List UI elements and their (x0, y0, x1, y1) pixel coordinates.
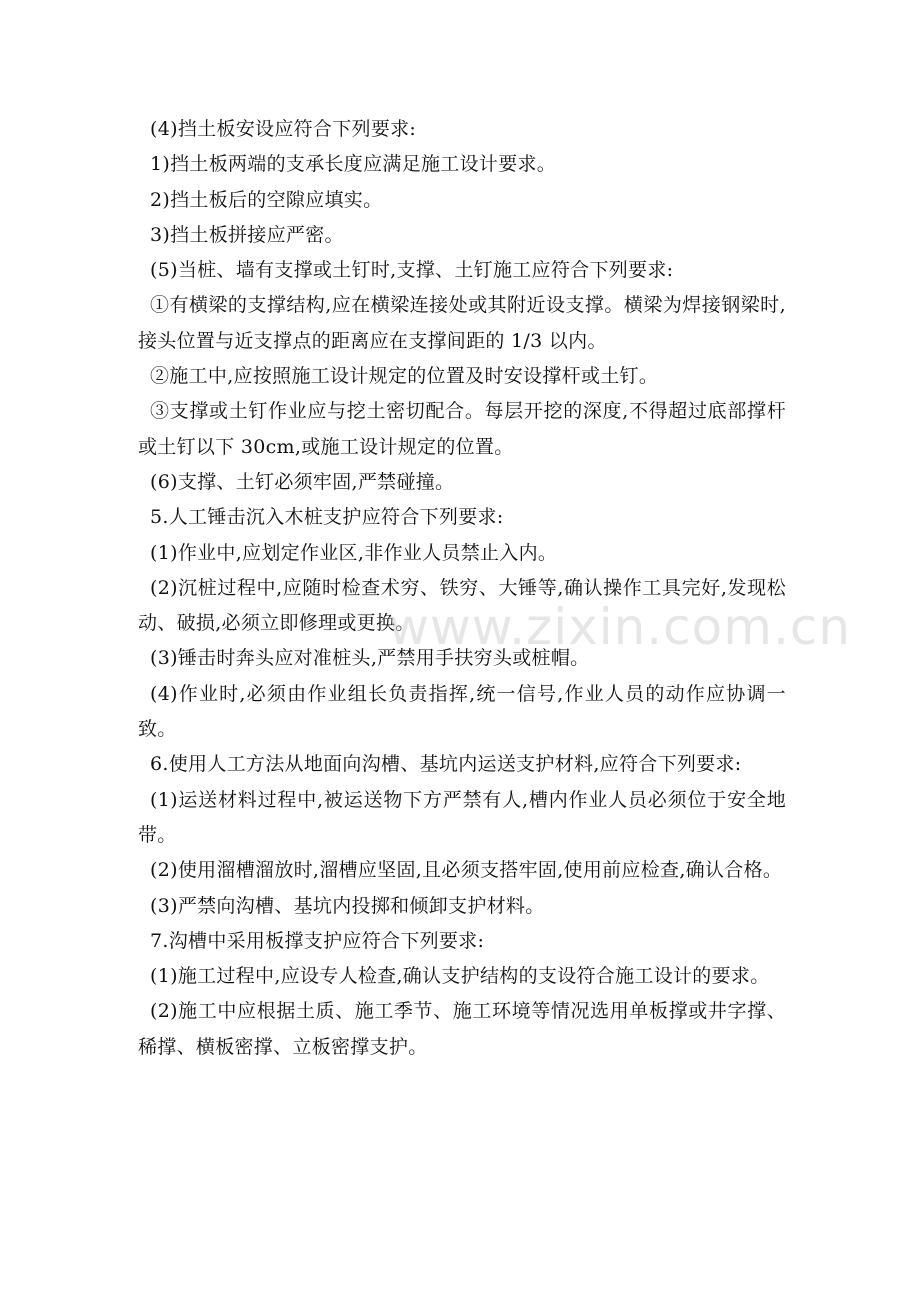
section-5-item-2: (2)沉桩过程中,应随时检查术穷、铁穷、大锤等,确认操作工具完好,发现松动、破损,必须立即修理或更换。 (138, 576, 786, 635)
paragraph-circled-2: ②施工中,应按照施工设计规定的位置及时安设撑杆或土钉。 (150, 365, 659, 388)
section-6-item-2: (2)使用溜槽溜放时,溜槽应坚固,且必须支搭牢固,使用前应检查,确认合格。 (150, 859, 783, 882)
paragraph-1-support-length: 1)挡土板两端的支承长度应满足施工设计要求。 (150, 153, 557, 176)
section-6-item-1: (1)运送材料过程中,被运送物下方严禁有人,槽内作业人员必须位于安全地带。 (138, 788, 786, 846)
section-7-item-2: (2)施工中应根据土质、施工季节、施工环境等情况选用单板撑或井字撑、稀撑、横板密撑、立板密撑支护。 (138, 1000, 786, 1058)
section-5-item-1: (1)作业中,应划定作业区,非作业人员禁止入内。 (150, 541, 558, 564)
section-7-item-1: (1)施工过程中,应设专人检查,确认支护结构的支设符合施工设计的要求。 (150, 965, 770, 988)
section-6-heading: 6.使用人工方法从地面向沟槽、基坑内运送支护材料,应符合下列要求: (150, 753, 742, 776)
document-body (138, 112, 786, 1065)
paragraph-6-firm-brace: (6)支撑、土钉必须牢固,严禁碰撞。 (150, 470, 455, 493)
paragraph-2-gap-fill: 2)挡土板后的空隙应填实。 (150, 188, 383, 211)
section-5-item-4: (4)作业时,必须由作业组长负责指挥,统一信号,作业人员的动作应协调一致。 (138, 682, 786, 741)
paragraph-5-brace-nail: (5)当桩、墙有支撑或土钉时,支撑、土钉施工应符合下列要求: (150, 259, 674, 282)
section-5-item-3: (3)锤击时奔头应对准桩头,严禁用手扶穷头或桩帽。 (150, 647, 590, 670)
paragraph-4-retaining-board: (4)挡土板安设应符合下列要求: (150, 118, 417, 140)
paragraph-3-tight-joint: 3)挡土板拼接应严密。 (150, 223, 344, 246)
section-6-item-3: (3)严禁向沟槽、基坑内投掷和倾卸支护材料。 (150, 894, 545, 917)
section-5-heading: 5.人工锤击沉入木桩支护应符合下列要求: (150, 506, 504, 529)
paragraph-circled-1: ①有横梁的支撑结构,应在横梁连接处或其附近设支撑。横梁为焊接钢梁时,接头位置与近支撑点的距离应在支撑间距的 1/3 以内。 (138, 294, 786, 352)
watermark-text: www.zixin.com.cn (388, 598, 852, 656)
paragraph-circled-3: ③支撑或土钉作业应与挖土密切配合。每层开挖的深度,不得超过底部撑杆或土钉以下 30cm,或施工设计规定的位置。 (138, 400, 786, 458)
section-7-heading: 7.沟槽中采用板撑支护应符合下列要求: (150, 929, 485, 952)
